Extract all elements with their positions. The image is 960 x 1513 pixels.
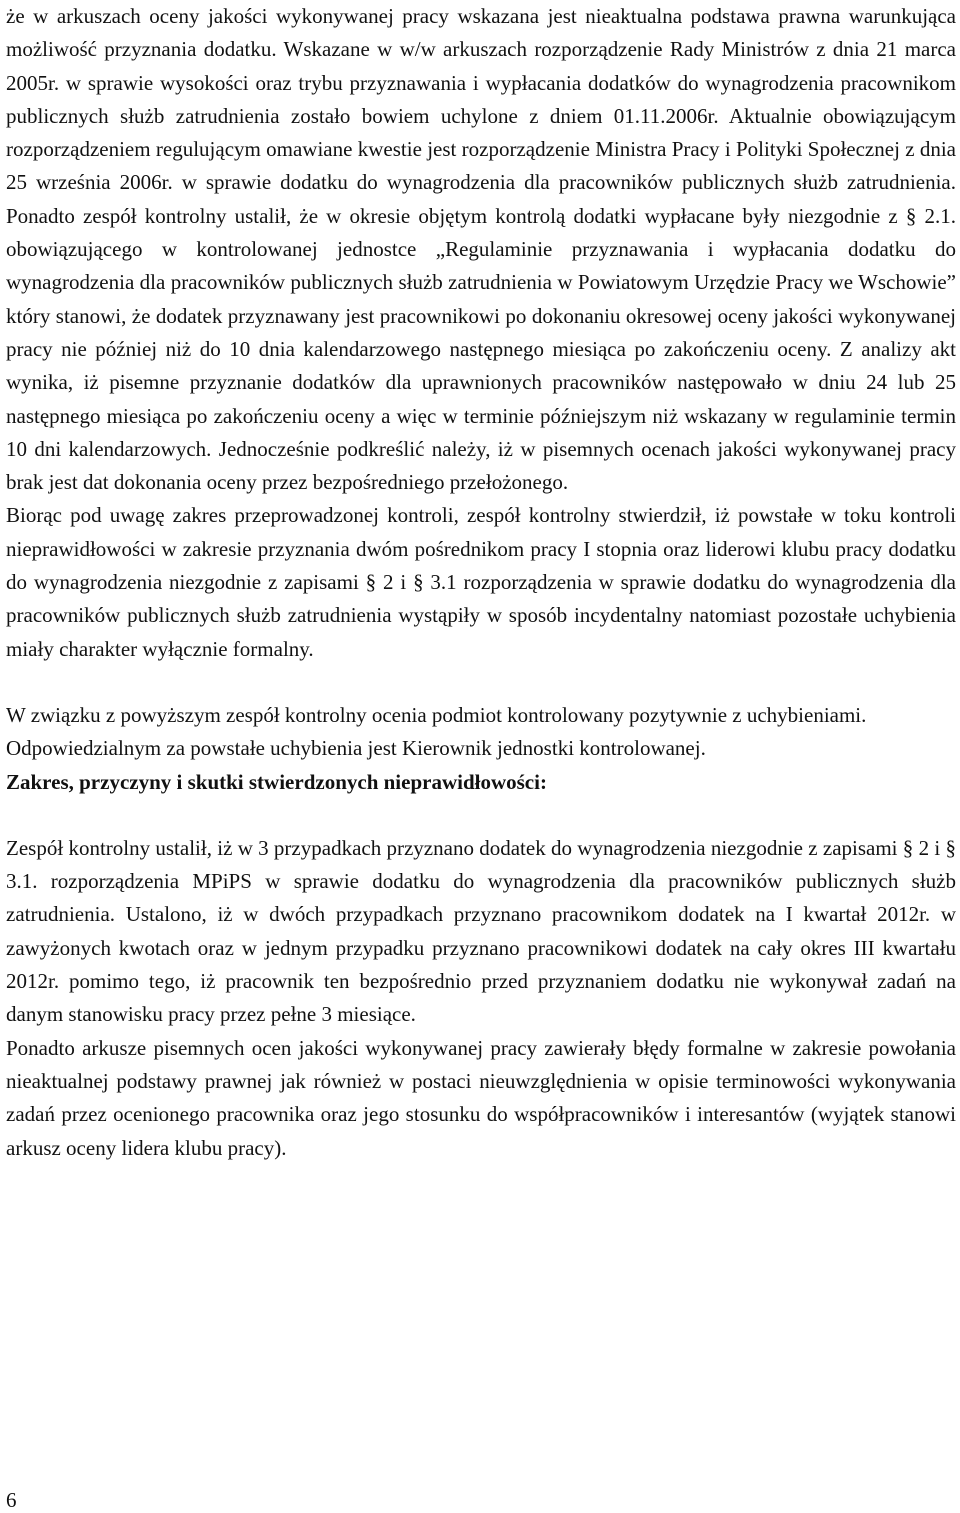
paragraph-additional-payments: że w arkuszach oceny jakości wykonywanej pracy wskazana jest nieaktualna podstawa prawna warunkująca możliwość przyznania dodatku. Wskazane w w/w arkuszach rozporządzenie Rady Ministrów z dnia 21 marca 2005r. w sprawie wysokości oraz trybu przyznawania i wypłacania dodatków do wynagrodzenia pracownikom publicznych służb zatrudnienia zostało bowiem uchylone z dniem 01.11.2006r. Aktualnie obowiązującym rozporządzeniem regulującym omawiane kwestie jest rozporządzenie Ministra Pracy i Polityki Społecznej z dnia 25 września 2006r. w sprawie dodatku do wynagrodzenia dla pracowników publicznych służb zatrudnienia. Ponadto zespół kontrolny ustalił, że w okresie objętym kontrolą dodatki wypłacane były niezgodnie z § 2.1. obowiązującego w kontrolowanej jednostce „Regulaminie przyznawania i wypłacania dodatku do wynagrodzenia dla pracowników publicznych służb zatrudnienia w Powiatowym Urzędzie Pracy we Wschowie” który stanowi, że dodatek przyznawany jest pracownikowi po dokonaniu okresowej oceny jakości wykonywanej pracy nie później niż do 10 dnia kalendarzowego następnego miesiąca po zakończeniu oceny. Z analizy akt wynika, iż pisemne przyznanie dodatków dla uprawnionych pracowników następowało w dniu 24 lub 25 następnego miesiąca po zakończeniu oceny a więc w terminie późniejszym niż wskazany w regulaminie termin 10 dni kalendarzowych. Jednocześnie podkreślić należy, iż w pisemnych ocenach jakości wykonywanej pracy brak jest dat dokonania oceny przez bezpośredniego przełożonego. (6, 4, 956, 495)
page-number: 6 (6, 1488, 17, 1512)
document-page (6, 0, 956, 1165)
paragraph-assessment: W związku z powyższym zespół kontrolny ocenia podmiot kontrolowany pozytywnie z uchybieniami. (6, 702, 867, 727)
paragraph-responsibility: Odpowiedzialnym za powstałe uchybienia jest Kierownik jednostki kontrolowanej. (6, 736, 706, 761)
section-heading: Zakres, przyczyny i skutki stwierdzonych nieprawidłowości: (6, 769, 547, 794)
paragraph-findings-cases: Zespół kontrolny ustalił, iż w 3 przypadkach przyznano dodatek do wynagrodzenia niezgodnie z zapisami § 2 i § 3.1. rozporządzenia MPiPS w sprawie dodatku do wynagrodzenia dla pracowników publicznych służb zatrudnienia. Ustalono, iż w dwóch przypadkach przyznano pracownikom dodatek na I kwartał 2012r. w zawyżonych kwotach oraz w jednym przypadku przyznano pracownikowi dodatek na cały okres III kwartału 2012r. pomimo tego, iż pracownik ten bezpośrednio przed przyznaniem dodatku nie wykonywał zadań na danym stanowisku pracy przez pełne 3 miesiące. (6, 835, 956, 1027)
paragraph-conclusion: Biorąc pod uwagę zakres przeprowadzonej kontroli, zespół kontrolny stwierdził, iż powstałe w toku kontroli nieprawidłowości w zakresie przyznania dwóm pośrednikom pracy I stopnia oraz liderowi klubu pracy dodatku do wynagrodzenia niezgodnie z zapisami § 2 i § 3.1 rozporządzenia w sprawie dodatku do wynagrodzenia dla pracowników publicznych służb zatrudnienia wystąpiły w sposób incydentalny natomiast pozostałe uchybienia miały charakter wyłącznie formalny. (6, 503, 956, 661)
paragraph-findings-formal: Ponadto arkusze pisemnych ocen jakości wykonywanej pracy zawierały błędy formalne w zakresie powołania nieaktualnej podstawy prawnej jak również w postaci nieuwzględnienia w opisie terminowości wykonywania zadań przez ocenionego pracownika oraz jego stosunku do współpracowników i interesantów (wyjątek stanowi arkusz oceny lidera klubu pracy). (6, 1035, 956, 1160)
